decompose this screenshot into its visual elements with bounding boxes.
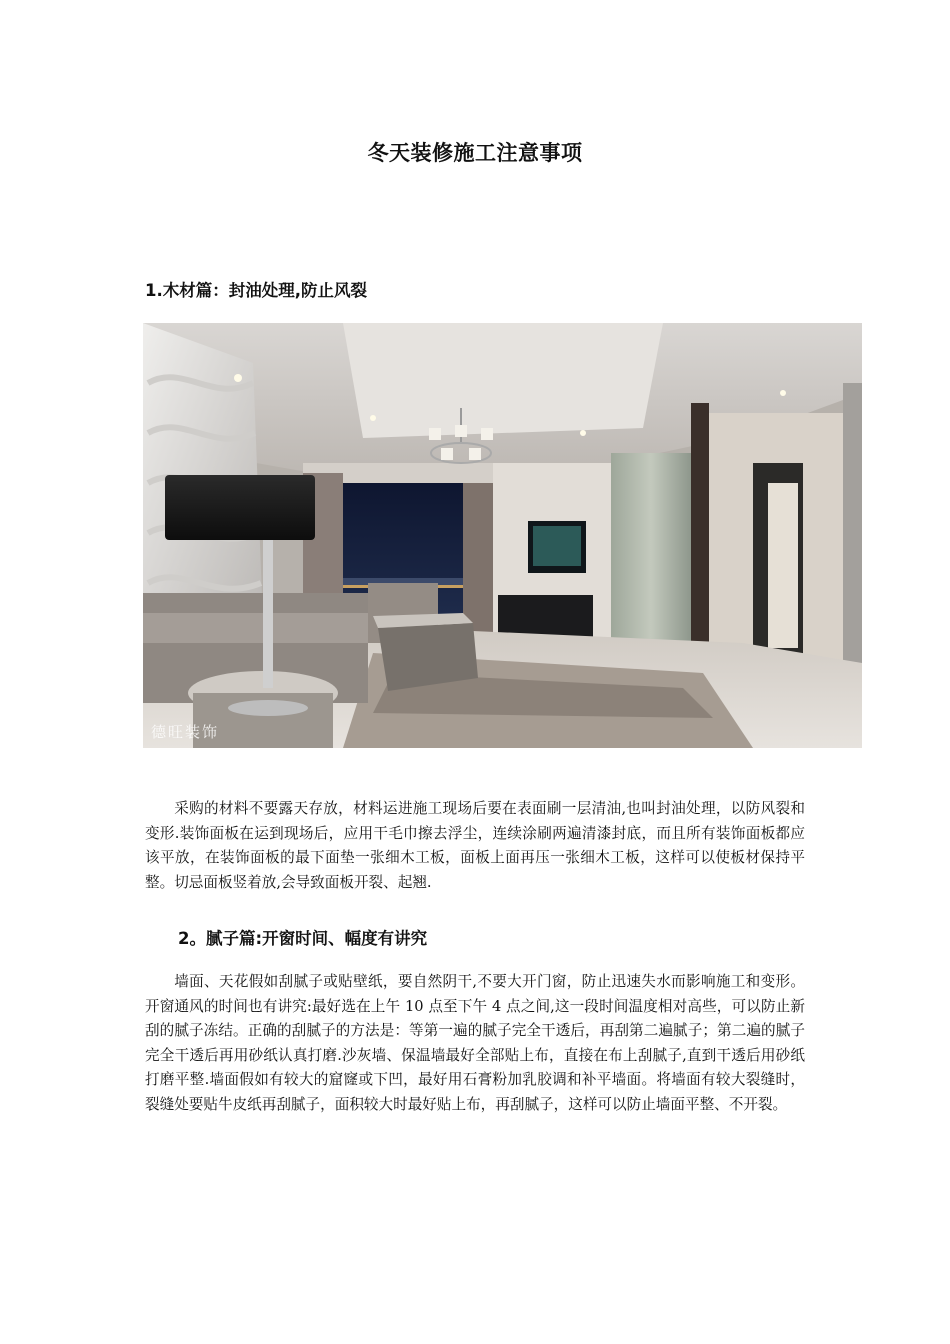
image-watermark: 德旺装饰 <box>151 723 220 741</box>
living-room-illustration <box>143 323 862 748</box>
section-heading-putty: 2。腻子篇:开窗时间、幅度有讲究 <box>178 929 428 948</box>
living-room-photo <box>143 323 862 748</box>
section-heading-wood: 1.木材篇：封油处理,防止风裂 <box>145 281 368 300</box>
paragraph-wood: 采购的材料不要露天存放，材料运进施工现场后要在表面刷一层清油,也叫封油处理，以防风裂和变形.装饰面板在运到现场后，应用干毛巾擦去浮尘，连续涂刷两遍清漆封底，而且所有装饰面板都应该平放，在装饰面板的最下面垫一张细木工板，面板上面再压一张细木工板，这样可以使板材保持平整。切忌面板竖着放,会导致面板开裂、起翘. <box>145 800 805 891</box>
document-title: 冬天装修施工注意事项 <box>367 141 583 165</box>
paragraph-putty: 墙面、天花假如刮腻子或贴壁纸，要自然阴干,不要大开门窗，防止迅速失水而影响施工和变形。开窗通风的时间也有讲究:最好选在上午 10 点至下午 4 点之间,这一段时间温度相对高些，可以防止新刮的腻子冻结。正确的刮腻子的方法是：等第一遍的腻子完全干透后，再刮第二遍腻子；第二遍的腻子完全干透后再用砂纸认真打磨.沙灰墙、保温墙最好全部贴上布，直接在布上刮腻子,直到干透后用砂纸打磨平整.墙面假如有较大的窟窿或下凹，最好用石膏粉加乳胶调和补平墙面。将墙面有较大裂缝时，裂缝处要贴牛皮纸再刮腻子，面积较大时最好贴上布，再刮腻子，这样可以防止墙面平整、不开裂。 <box>145 973 805 1113</box>
